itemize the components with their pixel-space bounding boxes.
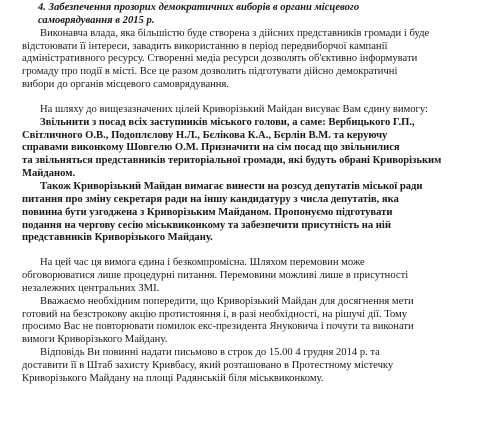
section-heading: 4. Забезпечення прозорих демократичних виборів в органи місцевого самоврядування в 2015 р.: [38, 2, 360, 26]
paragraph-dismissal-demand: Звільнити з посад всіх заступників міського голови, а саме: Вербицького Г.П., Світличного О.В., Подоплєлову Н.Л., Бєлікова К.А., Бєрлін В.М. та керуючу справами виконкому Шовгелю О.М. Призначити на сім посад що звільнилися та звільняться представників територіальної громади, які будуть обрані Криворізьким Майданом.: [22, 116, 442, 180]
paragraph-uncompromising: На цей час ця вимога єдина і безкомпромісна. Шляхом перемовин може обговорюватися лише процедурні питання. Перемовини можливі лише в присутності незалежних центральних ЗМІ.: [22, 257, 409, 294]
paragraph-secretary-demand: Також Криворізький Майдан вимагає винести на розсуд депутатів міської ради питання про зміну секретаря ради на іншу кандидатуру з числа депутатів, яка повинна бути узгоджена з Криворізьким Майданом. Пропонуємо підготувати подання на чергову сесію міськвиконкому та забезпечити присутність на ній представників Криворізького Майдану.: [22, 180, 423, 244]
paragraph-executive-power: Виконавча влада, яка більшістю буде створена з дійсних представників громади і буде відстоювати її інтереси, завадить використанню в період передвиборчої кампанії адміністративного ресурсу. Створенні медіа ресурси дозволять об'єктивно інформувати громаду про події в місті. Все це разом дозволить підготувати дійсно демократичні вибори до органів місцевого самоврядування.: [22, 27, 430, 91]
paragraph-warning: Вважаємо необхідним попередити, що Криворізький Майдан для досягнення мети готовий на безстрокову акцію протистояння і, в разі необхідності, на рішучі дії. Тому просимо Вас не повторювати помилок екс-президента Януковича і почути та виконати вимоги Криворізького Майдану.: [22, 295, 414, 346]
paragraph-response-deadline: Відповідь Ви повинні надати письмово в строк до 15.00 4 грудня 2014 р. та доставити її в Штаб захисту Кривбасу, який розташовано в Протестному містечку Криворізького Майдану на площі Радянській біля міськвиконкому.: [22, 347, 394, 384]
paragraph-single-demand-intro: На шляху до вищезазначених цілей Криворізький Майдан висуває Вам єдину вимогу:: [40, 103, 429, 115]
